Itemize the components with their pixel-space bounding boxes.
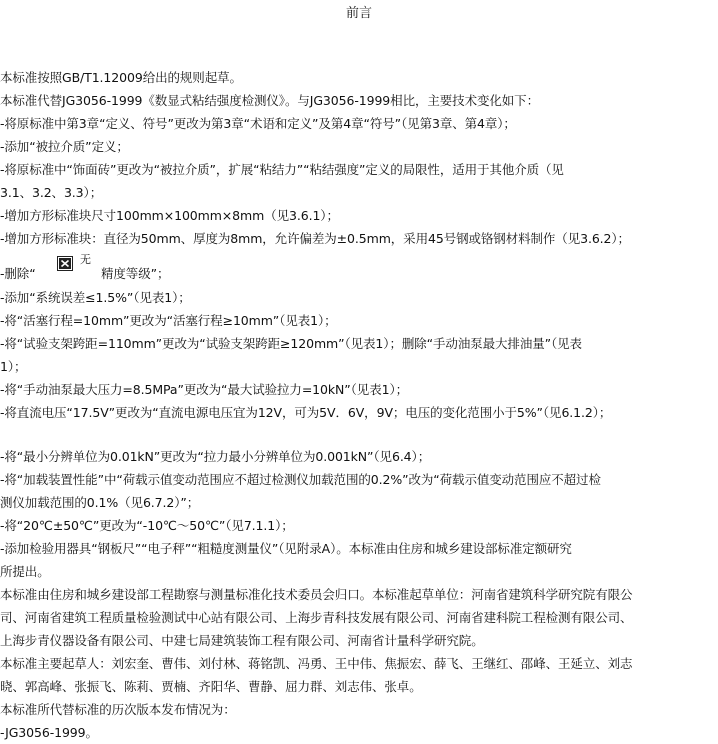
text-line-2: 本标准代替JG3056-1999《数显式粘结强度检测仪》。与JG3056-1999相比，主要技术变化如下： [0,93,539,108]
text-line-4: -添加“被拉介质”定义； [0,139,129,154]
text-line-13: 1）； [0,359,27,374]
text-line-27: 本标准所代替标准的历次版本发布情况为： [0,702,236,717]
broken-image-icon [57,256,73,271]
text-line-24: 上海步青仪器设备有限公司、中建七局建筑装饰工程有限公司、河南省计量科学研究院。 [0,633,484,648]
page-title: 前言 [345,6,372,21]
image-caption: 无 [80,253,91,266]
text-line-18: 测仪加载范围的0.1%（见6.7.2）”； [0,495,200,510]
text-line-21: 所提出。 [0,564,50,579]
text-line-28: -JG3056-1999。 [0,725,98,740]
text-line-26: 晓、郭高峰、张振飞、陈莉、贾楠、齐阳华、曹静、屈力群、刘志伟、张卓。 [0,679,422,694]
text-line-1: 本标准按照GB/T1.12009给出的规则起草。 [0,70,242,85]
text-line-20: -添加检验用器具“钢板尺”“电子秤”“粗糙度测量仪”（见附录A）。本标准由住房和城乡建设部标准定额研究 [0,541,572,556]
text-line-12: -将“试验支架跨距=110mm”更改为“试验支架跨距≥120mm”（见表1）；删除“手动油泵最大排油量”（见表 [0,336,582,351]
text-line-9-start: -删除“ [0,266,36,281]
text-line-19: -将“20℃±50℃”更改为“-10℃～50℃”（见7.1.1）； [0,518,294,533]
text-line-16: -将“最小分辨单位为0.01kN”更改为“拉力最小分辨单位为0.001kN”（见6.4）； [0,449,431,464]
text-line-15: -将直流电压“17.5V”更改为“直流电源电压宜为12V，可为5V．6V，9V；电压的变化范围小于5%”（见6.1.2）； [0,405,612,420]
text-line-17: -将“加载装置性能”中“荷载示值变动范围应不超过检测仪加载范围的0.2%”改为“荷载示值变动范围应不超过检 [0,472,601,487]
text-line-7: -增加方形标准块尺寸100mm×100mm×8mm（见3.6.1）； [0,208,339,223]
text-line-5: -将原标准中“饰面砖”更改为“被拉介质”，扩展“粘结力”“粘结强度”定义的局限性，适用于其他介质（见 [0,162,564,177]
text-line-22: 本标准由住房和城乡建设部工程勘察与测量标准化技术委员会归口。本标准起草单位：河南省建筑科学研究院有限公 [0,587,633,602]
text-line-8: -增加方形标准块：直径为50mm、厚度为8mm，允许偏差为±0.5mm，采用45号钢或铬钢材料制作（见3.6.2）； [0,231,630,246]
text-line-9-end: 精度等级”； [101,266,170,281]
text-line-10: -添加“系统误差≤1.5%”（见表1）； [0,290,191,305]
text-line-23: 司、河南省建筑工程质量检验测试中心站有限公司、上海步青科技发展有限公司、河南省建科院工程检测有限公司、 [0,610,633,625]
text-line-3: -将原标准中第3章“定义、符号”更改为第3章“术语和定义”及第4章“符号”（见第3章、第4章）； [0,116,516,131]
text-line-11: -将“活塞行程=10mm”更改为“活塞行程≥10mm”（见表1）； [0,313,337,328]
text-line-25: 本标准主要起草人：刘宏奎、曹伟、刘付林、蒋铭凯、冯勇、王中伟、焦振宏、薛飞、王继红、邵峰、王延立、刘志 [0,656,633,671]
text-line-6: 3.1、3.2、3.3）； [0,185,103,200]
text-line-14: -将“手动油泵最大压力=8.5MPa”更改为“最大试验拉力=10kN”（见表1）； [0,382,409,397]
